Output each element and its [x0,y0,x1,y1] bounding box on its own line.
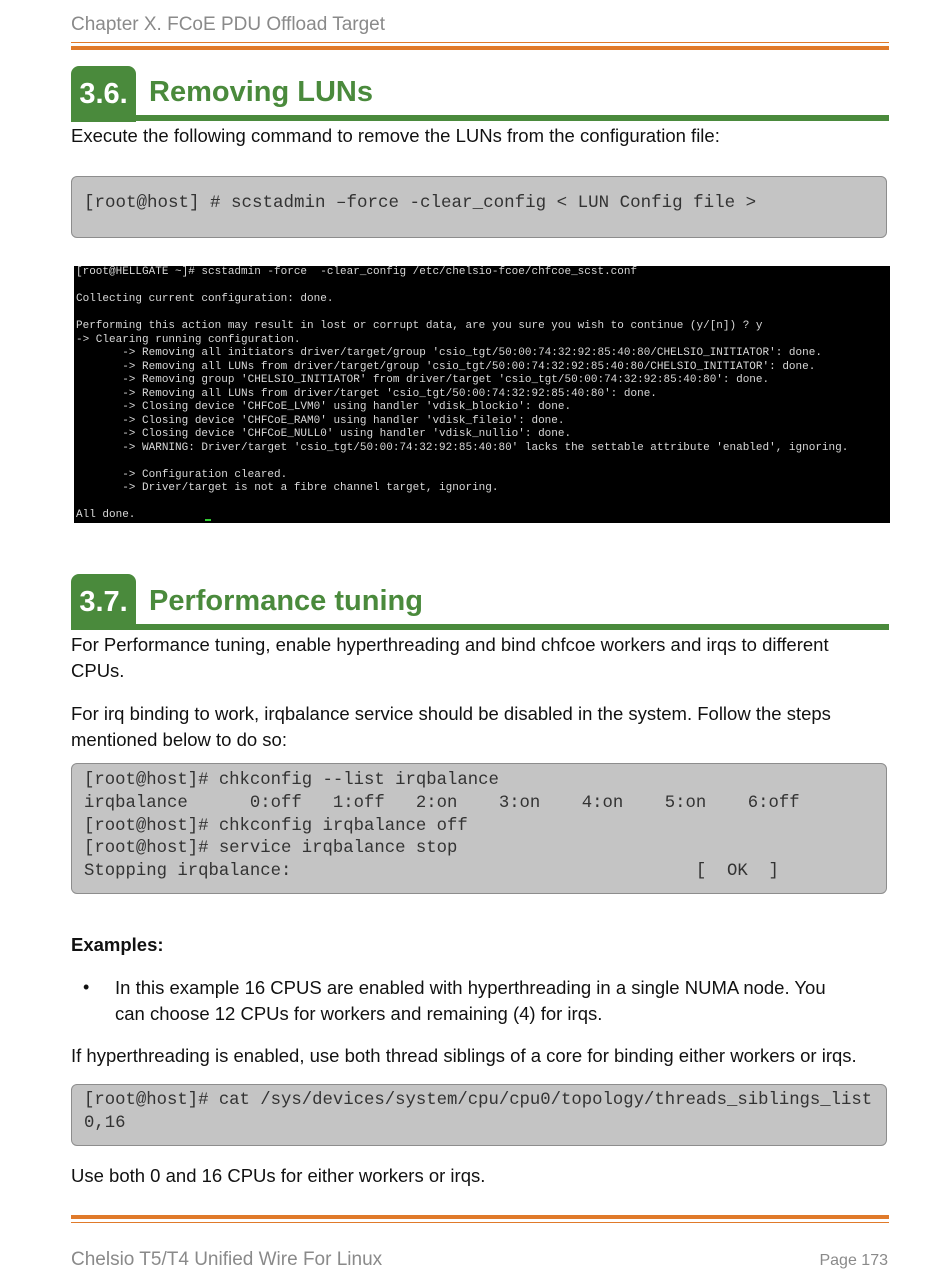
terminal-line: -> WARNING: Driver/target 'csio_tgt/50:00:74:32:92:85:40:80' lacks the settable attribute 'enabled', ignoring. [76,441,849,454]
bullet-line: can choose 12 CPUs for workers and remaining (4) for irqs. [115,1003,603,1024]
terminal-cursor [205,519,211,521]
code-line: [root@host]# chkconfig irqbalance off [84,816,468,836]
terminal-line [76,280,890,294]
terminal-line: -> Removing group 'CHELSIO_INITIATOR' from driver/target 'csio_tgt/50:00:74:32:92:85:40:80': done. [76,374,770,386]
bullet-icon: • [83,977,90,997]
section-underline [136,624,889,630]
terminal-line: -> Driver/target is not a fibre channel target, ignoring. [76,482,499,494]
terminal-line: Collecting current configuration: done. [76,293,334,305]
section-intro: Execute the following command to remove the LUNs from the configuration file: [71,125,720,146]
code-line: [root@host]# service irqbalance stop [84,839,458,859]
header-rule-thick [71,46,889,50]
paragraph-line: CPUs. [71,660,125,681]
terminal-line: Performing this action may result in lost or corrupt data, are you sure you wish to continue (y/[n]) ? y [76,320,763,332]
examples-heading: Examples: [71,934,164,955]
terminal-line: -> Removing all initiators driver/target/group 'csio_tgt/50:00:74:32:92:85:40:80/CHELSIO_INITIATOR': done. [76,347,822,359]
chapter-header: Chapter X. FCoE PDU Offload Target [71,14,386,35]
footer-rule-thin [71,1222,889,1223]
code-line: Stopping irqbalance: [ OK ] [84,862,779,882]
section-number-badge: 3.7. [71,574,136,630]
terminal-line: -> Closing device 'CHFCoE_NULL0' using handler 'vdisk_nullio': done. [76,428,572,440]
paragraph [71,701,889,753]
section-title: Performance tuning [149,585,423,617]
bullet-item [115,975,885,1027]
terminal-line [76,496,890,510]
paragraph-line: mentioned below to do so: [71,729,287,750]
paragraph-line: For irq binding to work, irqbalance service should be disabled in the system. Follow the steps [71,703,831,724]
code-line: [root@host]# cat /sys/devices/system/cpu/cpu0/topology/threads_siblings_list [84,1091,873,1110]
terminal-line [76,455,890,469]
paragraph-line: For Performance tuning, enable hyperthreading and bind chfcoe workers and irqs to different [71,634,829,655]
footer-rule-thick [71,1215,889,1219]
paragraph [71,632,889,684]
bullet-line: In this example 16 CPUS are enabled with hyperthreading in a single NUMA node. You [115,977,826,998]
terminal-line: -> Closing device 'CHFCoE_RAM0' using handler 'vdisk_fileio': done. [76,414,565,427]
terminal-line: -> Clearing running configuration. [76,333,301,346]
page-number: Page 173 [819,1252,888,1269]
terminal-line: [root@HELLGATE ~]# scstadmin -force -clear_config /etc/chelsio-fcoe/chfcoe_scst.conf [76,266,638,278]
terminal-line: All done. [76,509,136,521]
terminal-screenshot [74,266,890,523]
paragraph: Use both 0 and 16 CPUs for either workers or irqs. [71,1165,486,1186]
terminal-line [76,307,890,321]
command-box [71,176,887,238]
paragraph: If hyperthreading is enabled, use both thread siblings of a core for binding either workers or irqs. [71,1045,857,1066]
code-box [71,1084,887,1146]
section-number-badge: 3.6. [71,66,136,122]
command-line: [root@host] # scstadmin –force -clear_config < LUN Config file > [84,193,757,213]
section-underline [136,115,889,121]
terminal-line: -> Configuration cleared. [76,468,288,481]
code-line: 0,16 [84,1113,126,1133]
terminal-line: -> Removing all LUNs from driver/target 'csio_tgt/50:00:74:32:92:85:40:80': done. [76,387,657,400]
section-title: Removing LUNs [149,76,373,108]
footer-title: Chelsio T5/T4 Unified Wire For Linux [71,1249,383,1270]
terminal-line: -> Closing device 'CHFCoE_LVM0' using handler 'vdisk_blockio': done. [76,401,572,413]
code-line: irqbalance 0:off 1:off 2:on 3:on 4:on 5:on 6:off [84,793,800,813]
code-line: [root@host]# chkconfig --list irqbalance [84,771,499,790]
code-box [71,763,887,894]
terminal-line: -> Removing all LUNs from driver/target/group 'csio_tgt/50:00:74:32:92:85:40:80/CHELSIO_INITIATOR': done. [76,360,816,373]
header-rule-thin [71,42,889,43]
